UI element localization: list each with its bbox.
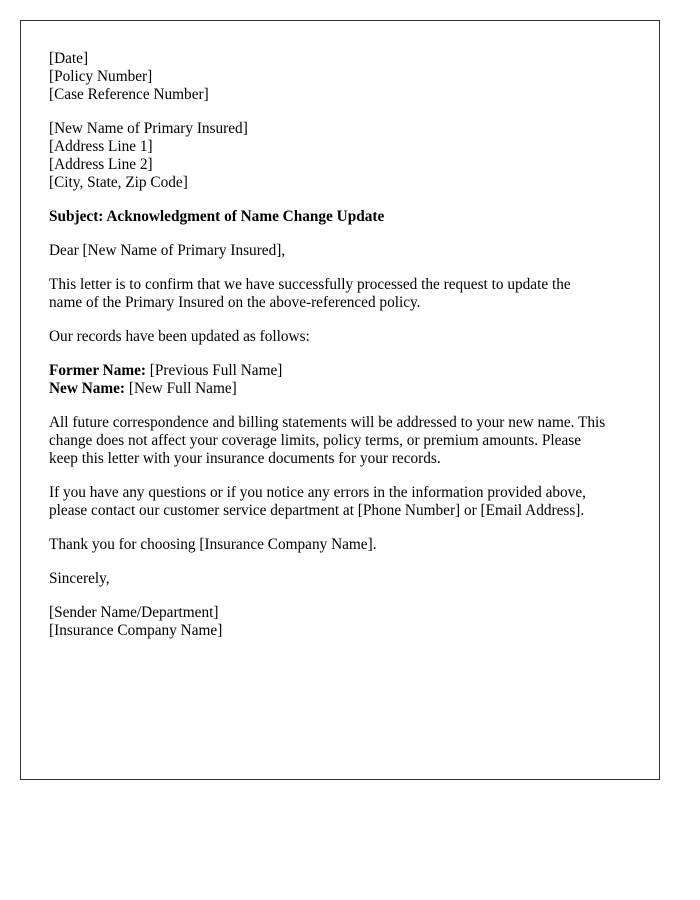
- questions-line-2: please contact our customer service department at [Phone Number] or [Email Address].: [49, 502, 585, 519]
- confirmation-line-2: name of the Primary Insured on the above-referenced policy.: [49, 294, 421, 311]
- recipient-name: [New Name of Primary Insured]: [49, 120, 248, 137]
- new-name-label: New Name:: [49, 380, 126, 397]
- former-name-row: [49, 362, 631, 380]
- signature-block: [49, 604, 631, 640]
- confirmation-line-1: This letter is to confirm that we have successfully processed the request to update the: [49, 276, 571, 293]
- former-name-label: Former Name:: [49, 362, 146, 379]
- confirmation-paragraph: [49, 276, 631, 312]
- future-line-3: keep this letter with your insurance documents for your records.: [49, 450, 441, 467]
- city-state-zip: [City, State, Zip Code]: [49, 174, 188, 191]
- recipient-address: [49, 120, 631, 192]
- new-name-row: [49, 380, 631, 398]
- future-line-2: change does not affect your coverage limits, policy terms, or premium amounts. Please: [49, 432, 581, 449]
- case-reference-line: [Case Reference Number]: [49, 86, 209, 103]
- new-name-value: [New Full Name]: [125, 380, 237, 397]
- date-line: [Date]: [49, 50, 89, 67]
- letter-page: [20, 20, 660, 780]
- company-name: [Insurance Company Name]: [49, 622, 223, 639]
- address-line-1: [Address Line 1]: [49, 138, 153, 155]
- name-change-details: [49, 362, 631, 398]
- sender-name: [Sender Name/Department]: [49, 604, 219, 621]
- policy-number-line: [Policy Number]: [49, 68, 153, 85]
- letter-header: [49, 50, 631, 104]
- future-line-1: All future correspondence and billing statements will be addressed to your new name. This: [49, 414, 606, 431]
- questions-line-1: If you have any questions or if you notice any errors in the information provided above,: [49, 484, 586, 501]
- address-line-2: [Address Line 2]: [49, 156, 153, 173]
- former-name-value: [Previous Full Name]: [145, 362, 283, 379]
- future-correspondence-paragraph: [49, 414, 631, 468]
- questions-paragraph: [49, 484, 631, 520]
- closing: Sincerely,: [49, 570, 110, 587]
- thanks-paragraph: Thank you for choosing [Insurance Company Name].: [49, 536, 377, 553]
- salutation: Dear [New Name of Primary Insured],: [49, 242, 286, 259]
- subject-line: Subject: Acknowledgment of Name Change Update: [49, 208, 385, 225]
- records-intro: Our records have been updated as follows:: [49, 328, 310, 345]
